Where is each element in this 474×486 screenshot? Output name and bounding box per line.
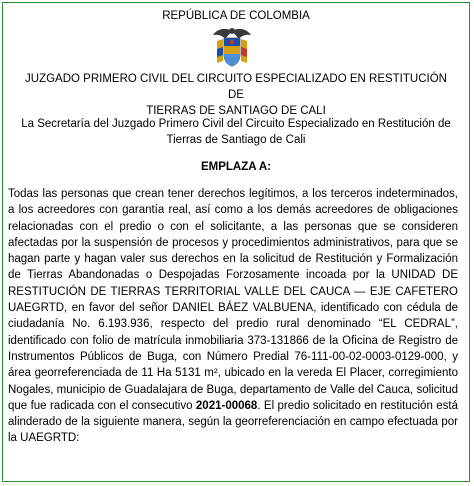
secretary-line-2: Tierras de Santiago de Cali — [166, 134, 306, 146]
document-frame — [2, 2, 470, 482]
coat-of-arms-icon — [211, 25, 253, 69]
secretary-line-1: La Secretaría del Juzgado Primero Civil del Circuito Especializado en Restitución de — [21, 118, 451, 130]
court-line-2: TIERRAS DE SANTIAGO DE CALI — [146, 105, 326, 117]
court-line-1: JUZGADO PRIMERO CIVIL DEL CIRCUITO ESPECIALIZADO EN RESTITUCIÓN DE — [25, 73, 447, 101]
summons-heading: EMPLAZA A: — [200, 161, 272, 173]
secretary-statement — [17, 116, 455, 148]
court-name — [17, 71, 455, 119]
body-part-1: Todas las personas que crean tener derechos legítimos, a los terceros indeterminados, a los acreedores con garantía real, así como a los demás acreedores de obligaciones relacionadas con el predio o con el solicitante, a las personas que se consideren afectadas por la suspensión de procesos y procedimientos administrativos, para que se hagan parte y hagan valer sus derechos en la solicitud de Restitución y Formalización de Tierras Abandonadas o Despojadas Forzosamente incoada por la UNIDAD DE RESTITUCIÓN DE TIERRAS TERRITORIAL VALLE DEL CAUCA — EJE CAFETERO UAEGRTD, en favor del señor DANIEL BÁEZ VALBUENA, identificado con cédula de ciudadanía No. 6.193.936, respecto del predio rural denominado “EL CEDRAL”, identificado con folio de matrícula inmobiliaria 373-131866 de la Oficina de Registro de Instrumentos Públicos de Buga, con Número Predial 76-111-00-02-0003-0129-000, y área georreferenciada de 11 Ha 5131 m², ubicado en la vereda El Placer, corregimiento Nogales, municipio de Guadalajara de Buga, departamento de Valle del Cauca, solicitud que fue radicada con el consecutivo — [8, 188, 458, 412]
case-number: 2021-00068 — [195, 399, 258, 412]
republic-title: REPÚBLICA DE COLOMBIA — [162, 10, 310, 22]
body-part-2: . El predio solicitado en restitución está alinderado de la siguiente manera, según la georreferenciación en campo efectuada por la UAEGRTD: — [8, 399, 458, 445]
summons-body — [8, 186, 458, 447]
